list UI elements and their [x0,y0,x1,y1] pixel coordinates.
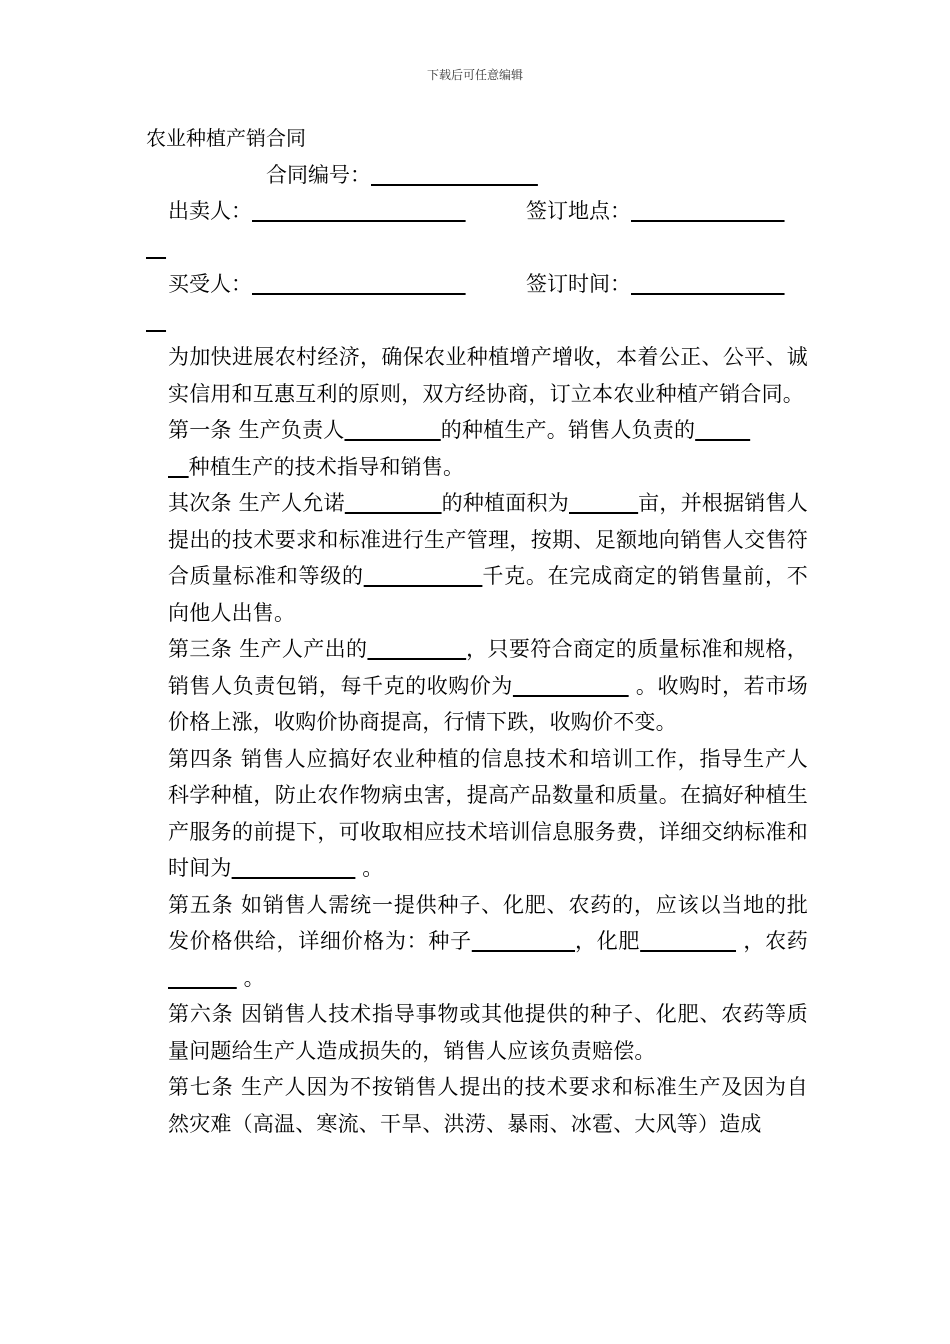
article-6: 第六条 因销售人技术指导事物或其他提供的种子、化肥、农药等质量问题给生产人造成损失的，销售人应该负责赔偿。 [168,1002,808,1063]
article-5-blank-fertilizer [640,929,736,953]
article-7: 第七条 生产人因为不按销售人提出的技术要求和标准生产及因为自然灾难（高温、寒流、干旱、洪涝、暴雨、冰雹、大风等）造成 [168,1075,808,1136]
intro-paragraph: 为加快进展农村经济，确保农业种植增产增收，本着公正、公平、诚实信用和互惠互利的原则，双方经协商，订立本农业种植产销合同。 [168,345,808,406]
article-1-text-a: 第一条 生产负责人 [168,418,345,442]
article-5-text-a: 第五条 如销售人需统一提供种子、化肥、农药的，应该以当地的批发价格供给，详细价格为：种子 [168,892,808,953]
article-3-text-b: ，只要符合商定的质量标准和规格，销售人负责包销，每千克的收购价为 [168,637,808,698]
article-2-blank-b [569,491,638,515]
contract-number-label: 合同编号： [266,162,371,187]
article-2-blank-a [345,491,442,515]
header-note: 下载后可任意编辑 [426,68,523,82]
article-3-blank-a [367,637,466,661]
article-4-blank-a [232,856,356,880]
contract-number-line [146,157,808,194]
article-1-text-b: 的种植生产。销售人负责的 [440,418,696,442]
article-1-blank-c [168,455,189,479]
article-4-text-b: 。 [355,856,384,880]
document-body [146,120,808,1142]
sign-place-continuation [146,230,808,267]
sign-place-field [631,199,785,223]
article-5-text-d: 。 [236,965,265,990]
article-4-text-a: 第四条 销售人应搞好农业种植的信息技术和培训工作，指导生产人科学种植，防止农作物病虫害，提高产品数量和质量。在搞好种植生产服务的前提下，可收取相应技术培训信息服务费，详细交纳标准和时间为 [168,746,808,880]
sign-time-continuation [146,303,808,340]
article-5 [146,887,808,997]
article-1-text-c: 种植生产的技术指导和销售。 [188,454,465,479]
sign-place-field-tail [146,236,166,260]
sign-time-label: 签订时间： [526,272,631,296]
article-1-blank-b [695,418,750,442]
article-2-text-b: 的种植面积为 [441,491,569,515]
article-2-blank-c [364,564,483,588]
contract-number-field [371,163,538,187]
buyer-row [146,266,808,303]
article-3 [146,631,808,741]
article-1-blank-a [344,418,440,442]
article-4 [146,741,808,887]
buyer-field [252,272,466,296]
buyer-label: 买受人： [168,272,252,296]
seller-label: 出卖人： [168,199,252,223]
article-1 [146,412,808,485]
article-2-text-c: 亩，并根据销售人提出的技术要求和标准进行生产管理，按期、足额地向销售人交售符合质量标准和等级的 [168,491,808,588]
article-2 [146,485,808,631]
article-5-blank-seed [472,929,575,953]
article-5-blank-pesticide [168,966,237,990]
article-3-blank-b [513,674,629,698]
article-3-text-a: 第三条 生产人产出的 [168,637,368,661]
article-5-text-c: ，农药 [736,929,808,953]
sign-time-field-tail [146,309,166,333]
seller-row [146,193,808,230]
article-5-text-b: ，化肥 [575,929,641,953]
sign-place-label: 签订地点： [526,199,631,223]
sign-time-field [631,272,785,296]
article-2-text-a: 其次条 生产人允诺 [168,491,345,515]
document-title: 农业种植产销合同 [146,126,306,150]
article-2-text-d: 千克。在完成商定的销售量前，不向他人出售。 [168,564,808,625]
seller-field [252,199,466,223]
article-3-text-c: 。收购时，若市场价格上涨，收购价协商提高，行情下跌，收购价不变。 [168,673,808,734]
